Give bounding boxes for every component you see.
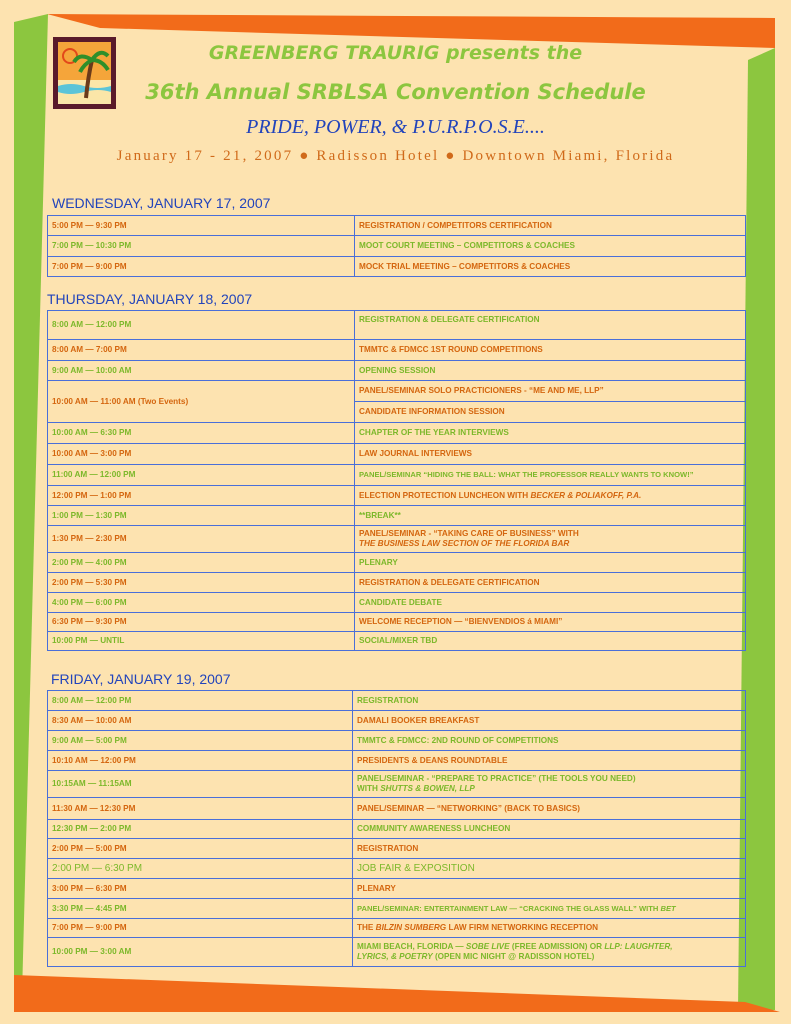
- event-cell: REGISTRATION: [353, 691, 746, 711]
- event-text: ELECTION PROTECTION LUNCHEON WITH: [359, 490, 529, 500]
- table-row: [48, 593, 746, 613]
- time-cell: 11:30 AM — 12:30 PM: [48, 798, 353, 820]
- event-cell: **BREAK**: [355, 506, 746, 526]
- sponsor-name: BECKER & POLIAKOFF, P.A.: [530, 490, 642, 500]
- time-cell: 9:00 AM — 5:00 PM: [48, 731, 353, 751]
- schedule-table: [47, 215, 746, 277]
- event-cell: REGISTRATION: [353, 839, 746, 859]
- table-row: [48, 381, 746, 402]
- table-row: [48, 751, 746, 771]
- time-cell: 10:00 AM — 3:00 PM: [48, 444, 355, 465]
- table-row: [48, 340, 746, 361]
- event-cell: PANEL/SEMINAR “HIDING THE BALL: WHAT THE PROFESSOR REALLY WANTS TO KNOW!”: [355, 465, 746, 486]
- time-cell: 10:00 PM — UNTIL: [48, 632, 355, 651]
- event-cell: SOCIAL/MIXER TBD: [355, 632, 746, 651]
- time-cell: 1:30 PM — 2:30 PM: [48, 526, 355, 553]
- venue-name: LLP: LAUGHTER,: [604, 942, 673, 951]
- time-cell: 8:00 AM — 7:00 PM: [48, 340, 355, 361]
- time-cell: 2:00 PM — 5:30 PM: [48, 573, 355, 593]
- event-cell: TMMTC & FDMCC 1ST ROUND COMPETITIONS: [355, 340, 746, 361]
- table-row: [48, 711, 746, 731]
- time-cell: 8:00 AM — 12:00 PM: [48, 691, 353, 711]
- tagline: PRIDE, POWER, & P.U.R.P.O.S.E....: [246, 116, 545, 138]
- table-row: [48, 691, 746, 711]
- event-cell: TMMTC & FDMCC: 2ND ROUND OF COMPETITIONS: [353, 731, 746, 751]
- event-cell: [355, 486, 746, 506]
- venue-name: LYRICS, & POETRY: [357, 952, 433, 961]
- event-cell: PLENARY: [355, 553, 746, 573]
- event-cell: CANDIDATE DEBATE: [355, 593, 746, 613]
- event-cell: COMMUNITY AWARENESS LUNCHEON: [353, 820, 746, 839]
- event-cell: [353, 919, 746, 938]
- table-row: [48, 311, 746, 340]
- schedule-table: [47, 310, 746, 651]
- table-row: [48, 899, 746, 919]
- event-text: PANEL/SEMINAR: ENTERTAINMENT LAW — “CRACKING THE GLASS WALL” WITH: [357, 903, 659, 913]
- time-cell: 10:00 PM — 3:00 AM: [48, 938, 353, 967]
- time-cell: 10:00 AM — 6:30 PM: [48, 423, 355, 444]
- dateline: January 17 - 21, 2007 ● Radisson Hotel ● Downtown Miami, Florida: [116, 148, 675, 164]
- time-cell: 11:00 AM — 12:00 PM: [48, 465, 355, 486]
- time-cell: 2:00 PM — 5:00 PM: [48, 839, 353, 859]
- event-text: LAW FIRM NETWORKING RECEPTION: [448, 923, 599, 932]
- event-cell: [353, 938, 746, 967]
- event-cell: JOB FAIR & EXPOSITION: [353, 859, 746, 879]
- event-text: (FREE ADMISSION) OR: [511, 942, 603, 951]
- event-cell: OPENING SESSION: [355, 361, 746, 381]
- event-cell: PLENARY: [353, 879, 746, 899]
- time-cell: 6:30 PM — 9:30 PM: [48, 613, 355, 632]
- event-cell: CHAPTER OF THE YEAR INTERVIEWS: [355, 423, 746, 444]
- time-cell: 7:00 PM — 9:00 PM: [48, 257, 355, 277]
- event-cell: MOOT COURT MEETING – COMPETITORS & COACHES: [355, 236, 746, 257]
- time-cell: 4:00 PM — 6:00 PM: [48, 593, 355, 613]
- time-cell: 1:00 PM — 1:30 PM: [48, 506, 355, 526]
- table-row: [48, 465, 746, 486]
- day-heading: WEDNESDAY, JANUARY 17, 2007: [52, 195, 271, 211]
- event-cell: PRESIDENTS & DEANS ROUNDTABLE: [353, 751, 746, 771]
- sponsor-name: BET: [660, 903, 676, 913]
- table-row: [48, 613, 746, 632]
- table-row: [48, 632, 746, 651]
- sponsor-name: THE BUSINESS LAW SECTION OF THE FLORIDA BAR: [359, 539, 570, 548]
- event-cell: PANEL/SEMINAR — “NETWORKING” (BACK TO BASICS): [353, 798, 746, 820]
- time-cell: 12:30 PM — 2:00 PM: [48, 820, 353, 839]
- day-heading: FRIDAY, JANUARY 19, 2007: [51, 671, 231, 687]
- time-cell: 10:00 AM — 11:00 AM (Two Events): [48, 381, 355, 423]
- time-cell: 5:00 PM — 9:30 PM: [48, 216, 355, 236]
- event-cell: MOCK TRIAL MEETING – COMPETITORS & COACHES: [355, 257, 746, 277]
- time-cell: 10:10 AM — 12:00 PM: [48, 751, 353, 771]
- time-cell: 2:00 PM — 4:00 PM: [48, 553, 355, 573]
- event-text: PANEL/SEMINAR - “PREPARE TO PRACTICE” (THE TOOLS YOU NEED): [357, 774, 636, 783]
- event-cell: WELCOME RECEPTION — “BIENVENDIOS á MIAMI”: [355, 613, 746, 632]
- time-cell: 9:00 AM — 10:00 AM: [48, 361, 355, 381]
- table-row: [48, 486, 746, 506]
- event-text: PANEL/SEMINAR - “TAKING CARE OF BUSINESS” WITH: [359, 529, 579, 538]
- time-cell: 7:00 PM — 10:30 PM: [48, 236, 355, 257]
- time-cell: 8:30 AM — 10:00 AM: [48, 711, 353, 731]
- time-cell: 12:00 PM — 1:00 PM: [48, 486, 355, 506]
- table-row: [48, 919, 746, 938]
- sponsor-name: BILZIN SUMBERG: [375, 923, 447, 932]
- event-cell: REGISTRATION & DELEGATE CERTIFICATION: [355, 573, 746, 593]
- event-cell: [353, 899, 746, 919]
- table-row: [48, 444, 746, 465]
- table-row: [48, 771, 746, 798]
- event-text: (OPEN MIC NIGHT @ RADISSON HOTEL): [434, 952, 595, 961]
- header-title: GREENBERG TRAURIG presents the: [208, 42, 583, 64]
- table-row: [48, 361, 746, 381]
- table-row: [48, 798, 746, 820]
- event-cell: PANEL/SEMINAR SOLO PRACTICIONERS - “ME AND ME, LLP”: [355, 381, 746, 402]
- event-cell: DAMALI BOOKER BREAKFAST: [353, 711, 746, 731]
- time-cell: 7:00 PM — 9:00 PM: [48, 919, 353, 938]
- schedule-table: [47, 690, 746, 967]
- time-cell: 3:30 PM — 4:45 PM: [48, 899, 353, 919]
- event-cell: LAW JOURNAL INTERVIEWS: [355, 444, 746, 465]
- table-row: [48, 820, 746, 839]
- event-text: WITH: [357, 784, 378, 793]
- table-row: [48, 573, 746, 593]
- event-cell: [353, 771, 746, 798]
- event-text: MIAMI BEACH, FLORIDA —: [357, 942, 464, 951]
- time-cell: 10:15AM — 11:15AM: [48, 771, 353, 798]
- time-cell: 3:00 PM — 6:30 PM: [48, 879, 353, 899]
- table-row: [48, 879, 746, 899]
- header-subtitle: 36th Annual SRBLSA Convention Schedule: [145, 80, 646, 104]
- table-row: [48, 731, 746, 751]
- table-row: [48, 423, 746, 444]
- table-row: [48, 553, 746, 573]
- event-cell: CANDIDATE INFORMATION SESSION: [355, 402, 746, 423]
- sponsor-name: SHUTTS & BOWEN, LLP: [380, 784, 475, 793]
- time-cell: 8:00 AM — 12:00 PM: [48, 311, 355, 340]
- table-row: [48, 859, 746, 879]
- table-row: [48, 257, 746, 277]
- event-text: THE: [357, 923, 374, 932]
- table-row: [48, 839, 746, 859]
- table-row: [48, 938, 746, 967]
- venue-name: SOBE LIVE: [465, 942, 510, 951]
- day-heading: THURSDAY, JANUARY 18, 2007: [47, 291, 253, 307]
- table-row: [48, 216, 746, 236]
- table-row: [48, 236, 746, 257]
- table-row: [48, 526, 746, 553]
- event-cell: REGISTRATION & DELEGATE CERTIFICATION: [355, 311, 746, 340]
- time-cell: 2:00 PM — 6:30 PM: [48, 859, 353, 879]
- event-cell: REGISTRATION / COMPETITORS CERTIFICATION: [355, 216, 746, 236]
- table-row: [48, 506, 746, 526]
- event-cell: [355, 526, 746, 553]
